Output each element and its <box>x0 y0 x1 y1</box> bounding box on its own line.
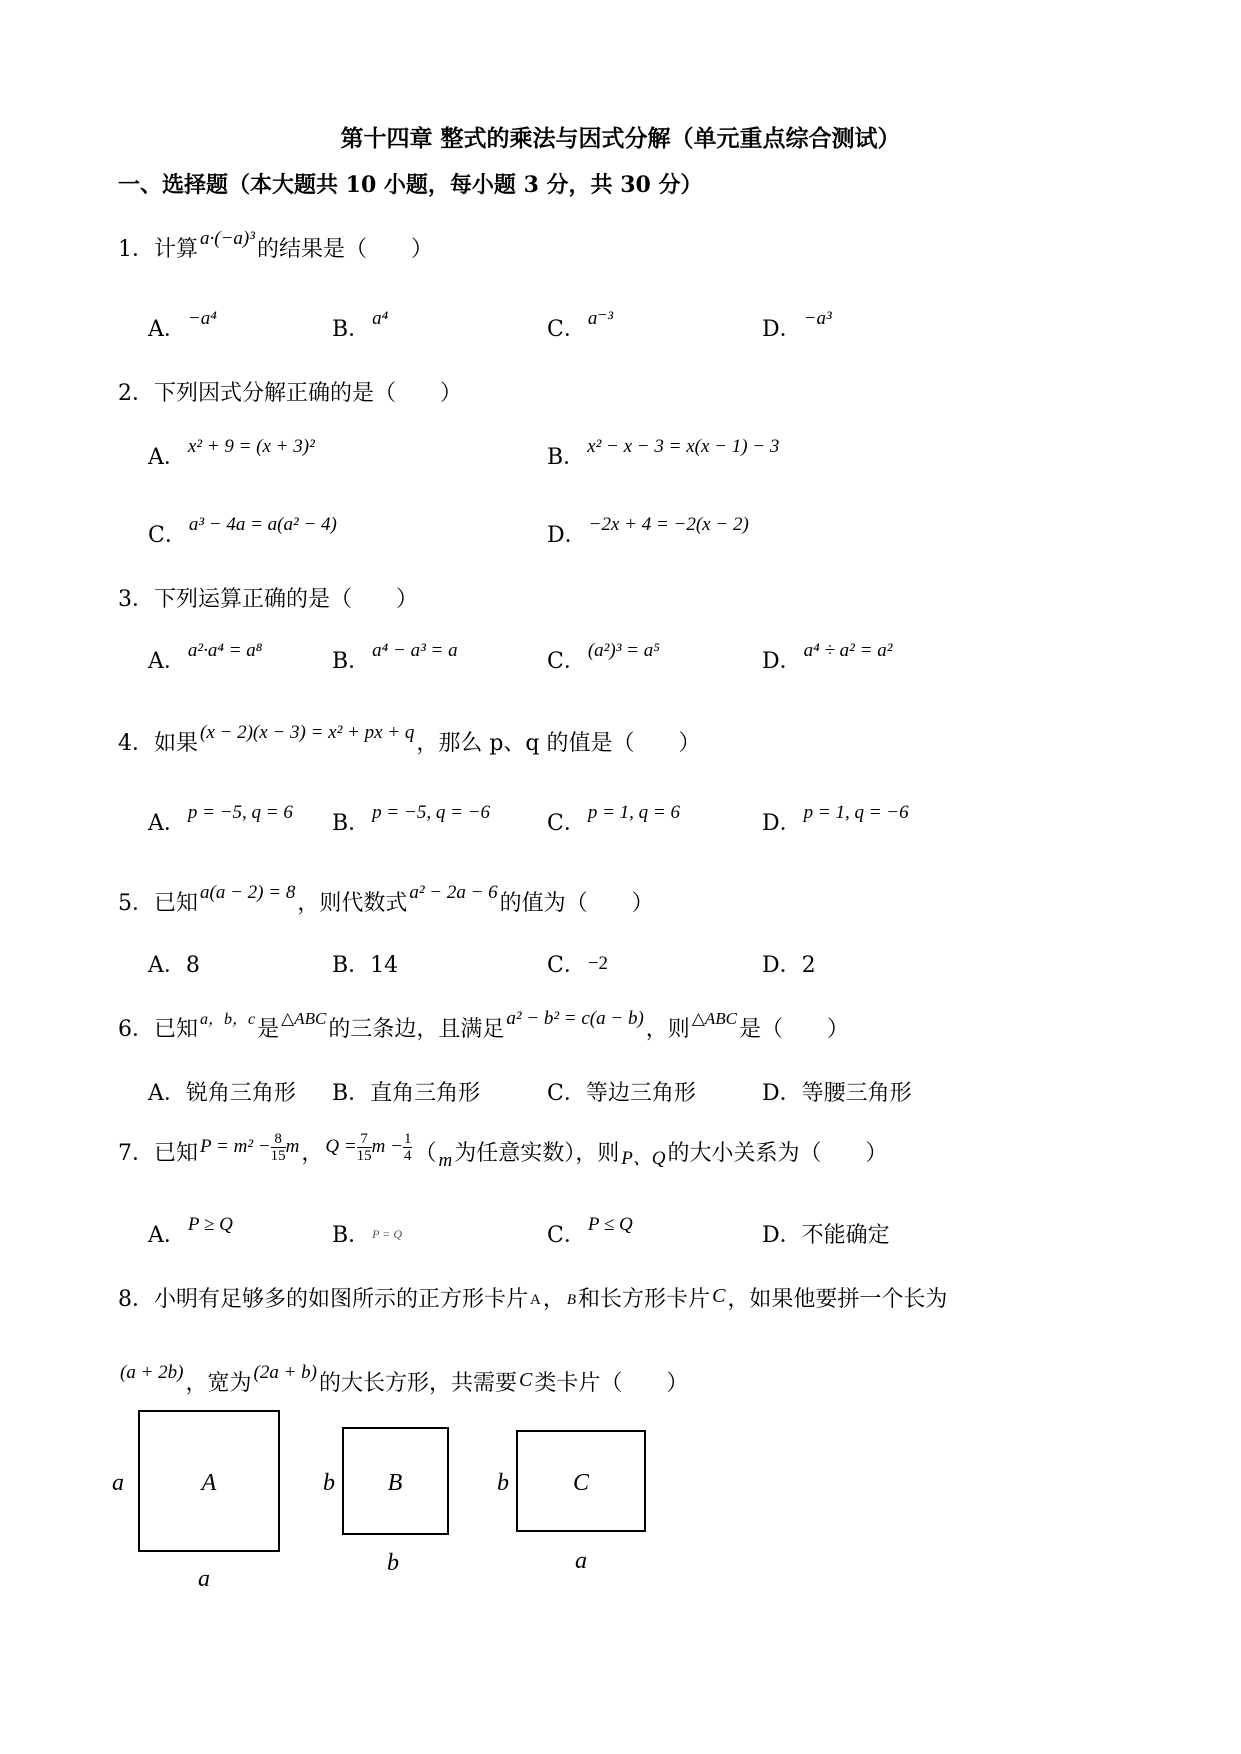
option-c[interactable] <box>547 640 662 675</box>
math-expression <box>325 1131 412 1165</box>
option-label: A． <box>148 1081 186 1106</box>
math-expression: C <box>519 1369 533 1391</box>
question-text: 计算 <box>154 237 199 262</box>
card-c-name: C <box>572 1470 590 1496</box>
option-label: D． <box>762 1081 802 1106</box>
option-value: P ≤ Q <box>587 1214 633 1235</box>
question-text: 已知 <box>154 891 199 916</box>
card-a-name: A <box>201 1470 217 1496</box>
math-expression: △ABC <box>691 1009 737 1028</box>
option-label: C． <box>547 1223 586 1248</box>
question-number: 4． <box>118 731 154 756</box>
option-b[interactable] <box>547 436 781 471</box>
option-b[interactable] <box>332 802 492 837</box>
card-figure <box>110 1410 670 1610</box>
option-value: x² + 9 = (x + 3)² <box>187 436 315 457</box>
option-value: p = −5, q = −6 <box>372 802 490 823</box>
option-value: 直角三角形 <box>370 1081 481 1106</box>
option-value: P = Q <box>372 1227 403 1241</box>
expr-part: m <box>285 1136 300 1157</box>
option-b[interactable] <box>332 308 390 343</box>
option-label: C． <box>547 649 586 674</box>
question-text: 已知 <box>154 1141 199 1166</box>
option-value: p = 1, q = −6 <box>803 802 909 823</box>
option-label: B． <box>332 1081 371 1106</box>
option-label: B． <box>332 649 371 674</box>
math-expression: A <box>530 1292 541 1308</box>
question-text: 的大小关系为（ ） <box>667 1141 888 1166</box>
option-d[interactable] <box>762 802 911 837</box>
option-label: C． <box>547 1081 586 1106</box>
option-label: B． <box>547 445 586 470</box>
fraction <box>271 1131 286 1164</box>
option-a[interactable] <box>148 308 219 343</box>
option-d[interactable] <box>762 948 816 979</box>
option-b[interactable] <box>332 948 398 979</box>
option-a[interactable] <box>148 640 264 675</box>
option-label: A． <box>148 953 186 978</box>
option-a[interactable] <box>148 1076 296 1107</box>
denominator: 15 <box>356 1148 372 1165</box>
option-value: a²·a⁴ = a⁸ <box>187 640 263 661</box>
question-text: ，则 <box>645 1017 690 1042</box>
question-text: 为任意实数），则 <box>454 1141 620 1166</box>
option-label: C． <box>148 523 187 548</box>
question-3 <box>118 582 418 613</box>
option-value: 8 <box>185 953 200 978</box>
card-b-name: B <box>387 1470 403 1496</box>
section-heading: 一、选择题（本大题共 10 小题，每小题 3 分，共 30 分） <box>118 172 703 198</box>
question-text: ，那么 p、q 的值是（ ） <box>416 731 701 756</box>
option-value: 等边三角形 <box>585 1081 696 1106</box>
option-c[interactable] <box>547 1076 696 1107</box>
denominator: 15 <box>270 1148 286 1165</box>
option-a[interactable] <box>148 1214 235 1249</box>
option-value: a⁴ ÷ a² = a² <box>803 640 893 661</box>
option-value: −a⁴ <box>187 308 217 329</box>
denominator: 4 <box>403 1148 412 1165</box>
math-expression: C <box>712 1285 726 1307</box>
math-expression <box>200 1131 300 1165</box>
question-7 <box>118 1131 888 1172</box>
card-a <box>112 1411 279 1592</box>
option-label: C． <box>547 811 586 836</box>
option-value: −a³ <box>803 308 832 329</box>
option-d[interactable] <box>762 308 834 343</box>
math-expression: (2a + b) <box>253 1362 317 1383</box>
option-a[interactable] <box>148 948 200 979</box>
option-b[interactable] <box>332 640 460 675</box>
question-1 <box>118 228 433 263</box>
option-label: D． <box>762 811 802 836</box>
option-label: D． <box>547 523 587 548</box>
question-text: 的三条边，且满足 <box>328 1017 505 1042</box>
question-number: 1． <box>118 237 154 262</box>
question-text: 的结果是（ ） <box>256 237 433 262</box>
expr-part: P = m² − <box>200 1136 271 1157</box>
numerator: 7 <box>357 1131 372 1148</box>
card-b-bottom-label: b <box>387 1550 399 1576</box>
option-value: p = −5, q = 6 <box>187 802 293 823</box>
math-expression: △ABC <box>281 1009 327 1028</box>
option-label: A． <box>148 317 186 342</box>
option-c[interactable] <box>148 514 339 549</box>
math-expression: m <box>438 1150 453 1171</box>
card-b <box>323 1428 448 1576</box>
option-label: D． <box>762 649 802 674</box>
option-d[interactable] <box>547 514 751 549</box>
card-b-side-label: b <box>323 1470 335 1496</box>
option-value: a⁻³ <box>587 308 614 329</box>
question-text: 是 <box>257 1017 280 1042</box>
option-value: 2 <box>801 953 816 978</box>
option-a[interactable] <box>148 436 317 471</box>
option-value: 等腰三角形 <box>801 1081 912 1106</box>
option-a[interactable] <box>148 802 295 837</box>
math-expression: a(a − 2) = 8 <box>200 882 296 903</box>
option-value: 14 <box>370 953 399 978</box>
question-text: 的大长方形，共需要 <box>318 1371 517 1396</box>
option-label: B． <box>332 1223 371 1248</box>
math-expression: B <box>566 1292 577 1308</box>
option-c[interactable] <box>547 948 610 979</box>
question-number: 3． <box>118 587 154 612</box>
math-expression: a·(−a)³ <box>200 228 255 249</box>
question-number: 7． <box>118 1141 154 1166</box>
question-number: 8． <box>118 1287 154 1312</box>
option-label: D． <box>762 317 802 342</box>
option-value: −2x + 4 = −2(x − 2) <box>588 514 749 535</box>
question-text: 如果 <box>154 731 199 756</box>
option-label: B． <box>332 953 371 978</box>
fraction <box>357 1131 372 1164</box>
card-c-side-label: b <box>497 1470 509 1496</box>
numerator: 1 <box>403 1131 412 1148</box>
option-c[interactable] <box>547 1214 635 1249</box>
math-expression: P、Q <box>621 1148 666 1169</box>
math-expression: a，b，c <box>200 1011 256 1028</box>
question-6 <box>118 1008 850 1043</box>
option-value: P ≥ Q <box>187 1214 233 1235</box>
question-2 <box>118 376 462 407</box>
option-label: D． <box>762 1223 802 1248</box>
option-value: (a²)³ = a⁵ <box>587 640 660 661</box>
question-8-line-2 <box>118 1362 689 1397</box>
option-value: a⁴ <box>372 308 389 329</box>
card-c-bottom-label: a <box>575 1548 587 1574</box>
question-text: 的值为（ ） <box>499 891 654 916</box>
question-number: 2． <box>118 381 154 406</box>
question-4 <box>118 722 701 757</box>
option-label: B． <box>332 811 371 836</box>
option-d[interactable] <box>762 1076 912 1107</box>
option-b[interactable] <box>332 1076 480 1107</box>
card-a-side-label: a <box>112 1470 124 1496</box>
math-expression: a² − 2a − 6 <box>409 882 498 903</box>
option-label: B． <box>332 317 371 342</box>
question-5 <box>118 882 654 917</box>
option-value: 不能确定 <box>801 1223 890 1248</box>
option-c[interactable] <box>547 802 682 837</box>
option-value: p = 1, q = 6 <box>587 802 680 823</box>
option-label: A． <box>148 811 186 836</box>
option-b[interactable] <box>332 1218 404 1249</box>
math-expression: a² − b² = c(a − b) <box>506 1008 644 1029</box>
question-text: 下列运算正确的是（ ） <box>154 587 419 612</box>
math-expression: (a + 2b) <box>120 1362 184 1383</box>
question-text: 类卡片（ ） <box>534 1371 689 1396</box>
option-label: C． <box>547 953 586 978</box>
option-d[interactable] <box>762 640 894 675</box>
option-label: A． <box>148 445 186 470</box>
page-title: 第十四章 整式的乘法与因式分解（单元重点综合测试） <box>340 125 901 152</box>
expr-part: m − <box>371 1136 403 1157</box>
question-text: 已知 <box>154 1017 199 1042</box>
question-text: （ <box>414 1141 437 1166</box>
option-label: A． <box>148 649 186 674</box>
option-value: −2 <box>587 953 609 974</box>
question-number: 5． <box>118 891 154 916</box>
card-c <box>497 1431 645 1574</box>
option-label: D． <box>762 953 802 978</box>
fraction <box>403 1131 413 1164</box>
card-a-bottom-label: a <box>198 1566 210 1592</box>
expr-part: Q = <box>325 1136 357 1157</box>
question-text: 和长方形卡片 <box>578 1287 711 1312</box>
math-expression: (x − 2)(x − 3) = x² + px + q <box>200 722 415 743</box>
option-label: C． <box>547 317 586 342</box>
question-8 <box>118 1282 947 1313</box>
question-text: ， <box>542 1287 565 1312</box>
question-text: 小明有足够多的如图所示的正方形卡片 <box>154 1287 529 1312</box>
question-text: ，宽为 <box>185 1371 252 1396</box>
option-value: 锐角三角形 <box>185 1081 296 1106</box>
option-value: a³ − 4a = a(a² − 4) <box>188 514 337 535</box>
option-c[interactable] <box>547 308 615 343</box>
option-label: A． <box>148 1223 186 1248</box>
question-text: ，则代数式 <box>297 891 408 916</box>
question-text: 是（ ） <box>739 1017 850 1042</box>
numerator: 8 <box>271 1131 286 1148</box>
option-value: a⁴ − a³ = a <box>372 640 458 661</box>
option-value: x² − x − 3 = x(x − 1) − 3 <box>587 436 780 457</box>
question-text: ， <box>301 1141 324 1166</box>
question-text: ，如果他要拼一个长为 <box>727 1287 948 1312</box>
question-number: 6． <box>118 1017 154 1042</box>
option-d[interactable] <box>762 1218 890 1249</box>
question-text: 下列因式分解正确的是（ ） <box>154 381 463 406</box>
